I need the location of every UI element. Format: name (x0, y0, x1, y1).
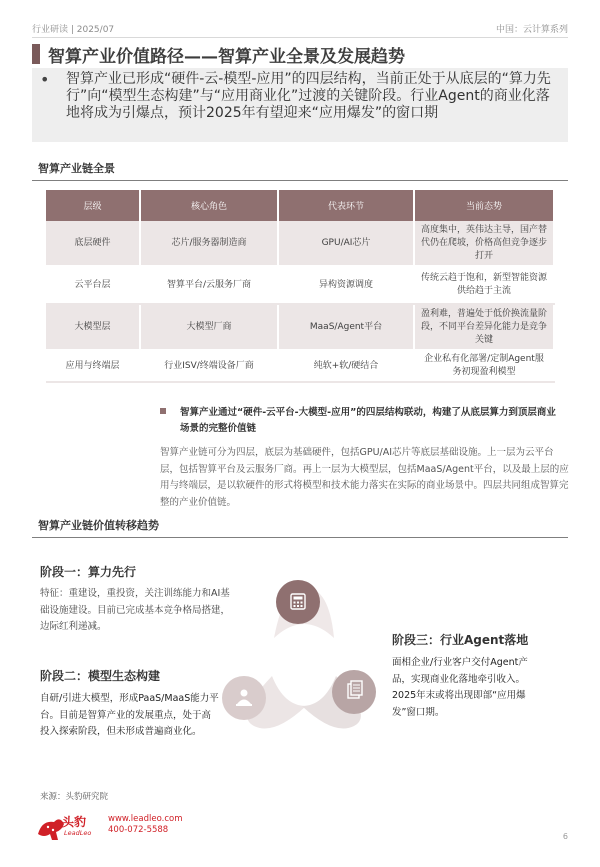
contact-info (108, 814, 182, 836)
table-cell: GPU/AI芯片 (278, 221, 414, 266)
stage-2-node (222, 676, 266, 720)
table-row (46, 304, 554, 350)
table-cell: 智算平台/云服务厂商 (140, 266, 278, 304)
table-cell: 应用与终端层 (46, 350, 140, 382)
summary-text: 智算产业已形成“硬件-云-模型-应用”的四层结构，当前正处于从底层的“算力先行”向“模型生态构建”与“应用商业化”过渡的关键阶段。行业Agent的商业化落地将成为引爆点，预计2025年有望迎来“应用爆发”的窗口期 (66, 71, 551, 121)
section-divider (32, 537, 568, 538)
section-divider (32, 180, 568, 181)
table-cell: 异构资源调度 (278, 266, 414, 304)
bullet-icon: • (40, 70, 50, 89)
square-bullet-icon (160, 408, 166, 414)
table-cell: 企业私有化部署/定制Agent服务初现盈利模型 (414, 350, 554, 382)
stage-1-body: 特征：重建设，重投资，关注训练能力和AI基础设施建设。目前已完成基本竞争格局搭建，边际红利递减。 (40, 588, 231, 632)
table-header-cell: 核心角色 (140, 190, 278, 221)
table-cell: 大模型厂商 (140, 304, 278, 350)
phone-number: 400-072-5588 (108, 825, 169, 835)
table-cell: 高度集中，英伟达主导，国产替代仍在爬坡，价格高但竞争逐步打开 (414, 221, 554, 266)
table-cell: 云平台层 (46, 266, 140, 304)
table-row (46, 350, 554, 382)
stage-1-title: 阶段一：算力先行 (40, 565, 137, 579)
website-link[interactable]: www.leadleo.com (108, 814, 183, 824)
table-header-row (46, 190, 554, 221)
title-accent-bar (32, 44, 40, 64)
table-cell: 芯片/服务器制造商 (140, 221, 278, 266)
stage-3-title: 阶段三：行业Agent落地 (392, 633, 529, 647)
value-transfer-diagram (214, 566, 394, 746)
header-divider (32, 37, 568, 38)
table-header-cell: 当前态势 (414, 190, 554, 221)
table-cell: 行业ISV/终端设备厂商 (140, 350, 278, 382)
table-cell: 底层硬件 (46, 221, 140, 266)
industry-chain-table (46, 190, 555, 383)
stage-3-body: 面相企业/行业客户交付Agent产品，实现商业化落地牵引收入。2025年末或将出现即部“应用爆发”窗口期。 (392, 657, 528, 718)
table-cell: 传统云趋于饱和，新型智能资源供给趋于主流 (414, 266, 554, 304)
table-cell: 盈利难，普遍处于低价换流量阶段，不同平台差异化能力是竞争关键 (414, 304, 554, 350)
header-right: 中国：云计算系列 (495, 25, 568, 35)
page-number: 6 (562, 832, 568, 841)
header-left: 行业研读 | 2025/07 (32, 25, 115, 35)
table-row (46, 221, 554, 266)
logo-subtext: LeadLeo (64, 829, 92, 837)
table-header-cell: 层级 (46, 190, 140, 221)
summary-box (32, 68, 568, 142)
stage-2-title: 阶段二：模型生态构建 (40, 669, 161, 683)
note-highlight: 智算产业通过“硬件-云平台-大模型-应用”的四层结构联动，构建了从底层算力到顶层商业场景的完整价值链 (180, 407, 556, 434)
table-cell: MaaS/Agent平台 (278, 304, 414, 350)
section-heading-trend: 智算产业链价值转移趋势 (38, 519, 159, 532)
page-header (32, 22, 568, 36)
table-cell: 大模型层 (46, 304, 140, 350)
table-cell: 纯软+软/硬结合 (278, 350, 414, 382)
page-title: 智算产业价值路径——智算产业全景及发展趋势 (48, 47, 405, 67)
note-body: 智算产业链可分为四层，底层为基础硬件，包括GPU/AI芯片等底层基础设施。上一层为云平台层，包括智算平台及云服务厂商。再上一层为大模型层，包括MaaS/Agent平台，以及最上层的应用与终端层，是以软硬件的形式将模型和技术能力落实在实际的商业场景中。四层共同组成智算完整的产业价值链。 (160, 447, 569, 508)
stage-2-body: 自研/引进大模型，形成PaaS/MaaS能力平台。目前是智算产业的发展重点，处于高投入探索阶段，但未形成普遍商业化。 (40, 693, 219, 737)
diagram-center (270, 624, 338, 692)
source-note: 来源：头豹研究院 (40, 792, 109, 802)
logo-text: 头豹 (62, 815, 87, 829)
section-heading-chain: 智算产业链全景 (38, 162, 115, 175)
table-row (46, 266, 554, 304)
table-header-cell: 代表环节 (278, 190, 414, 221)
